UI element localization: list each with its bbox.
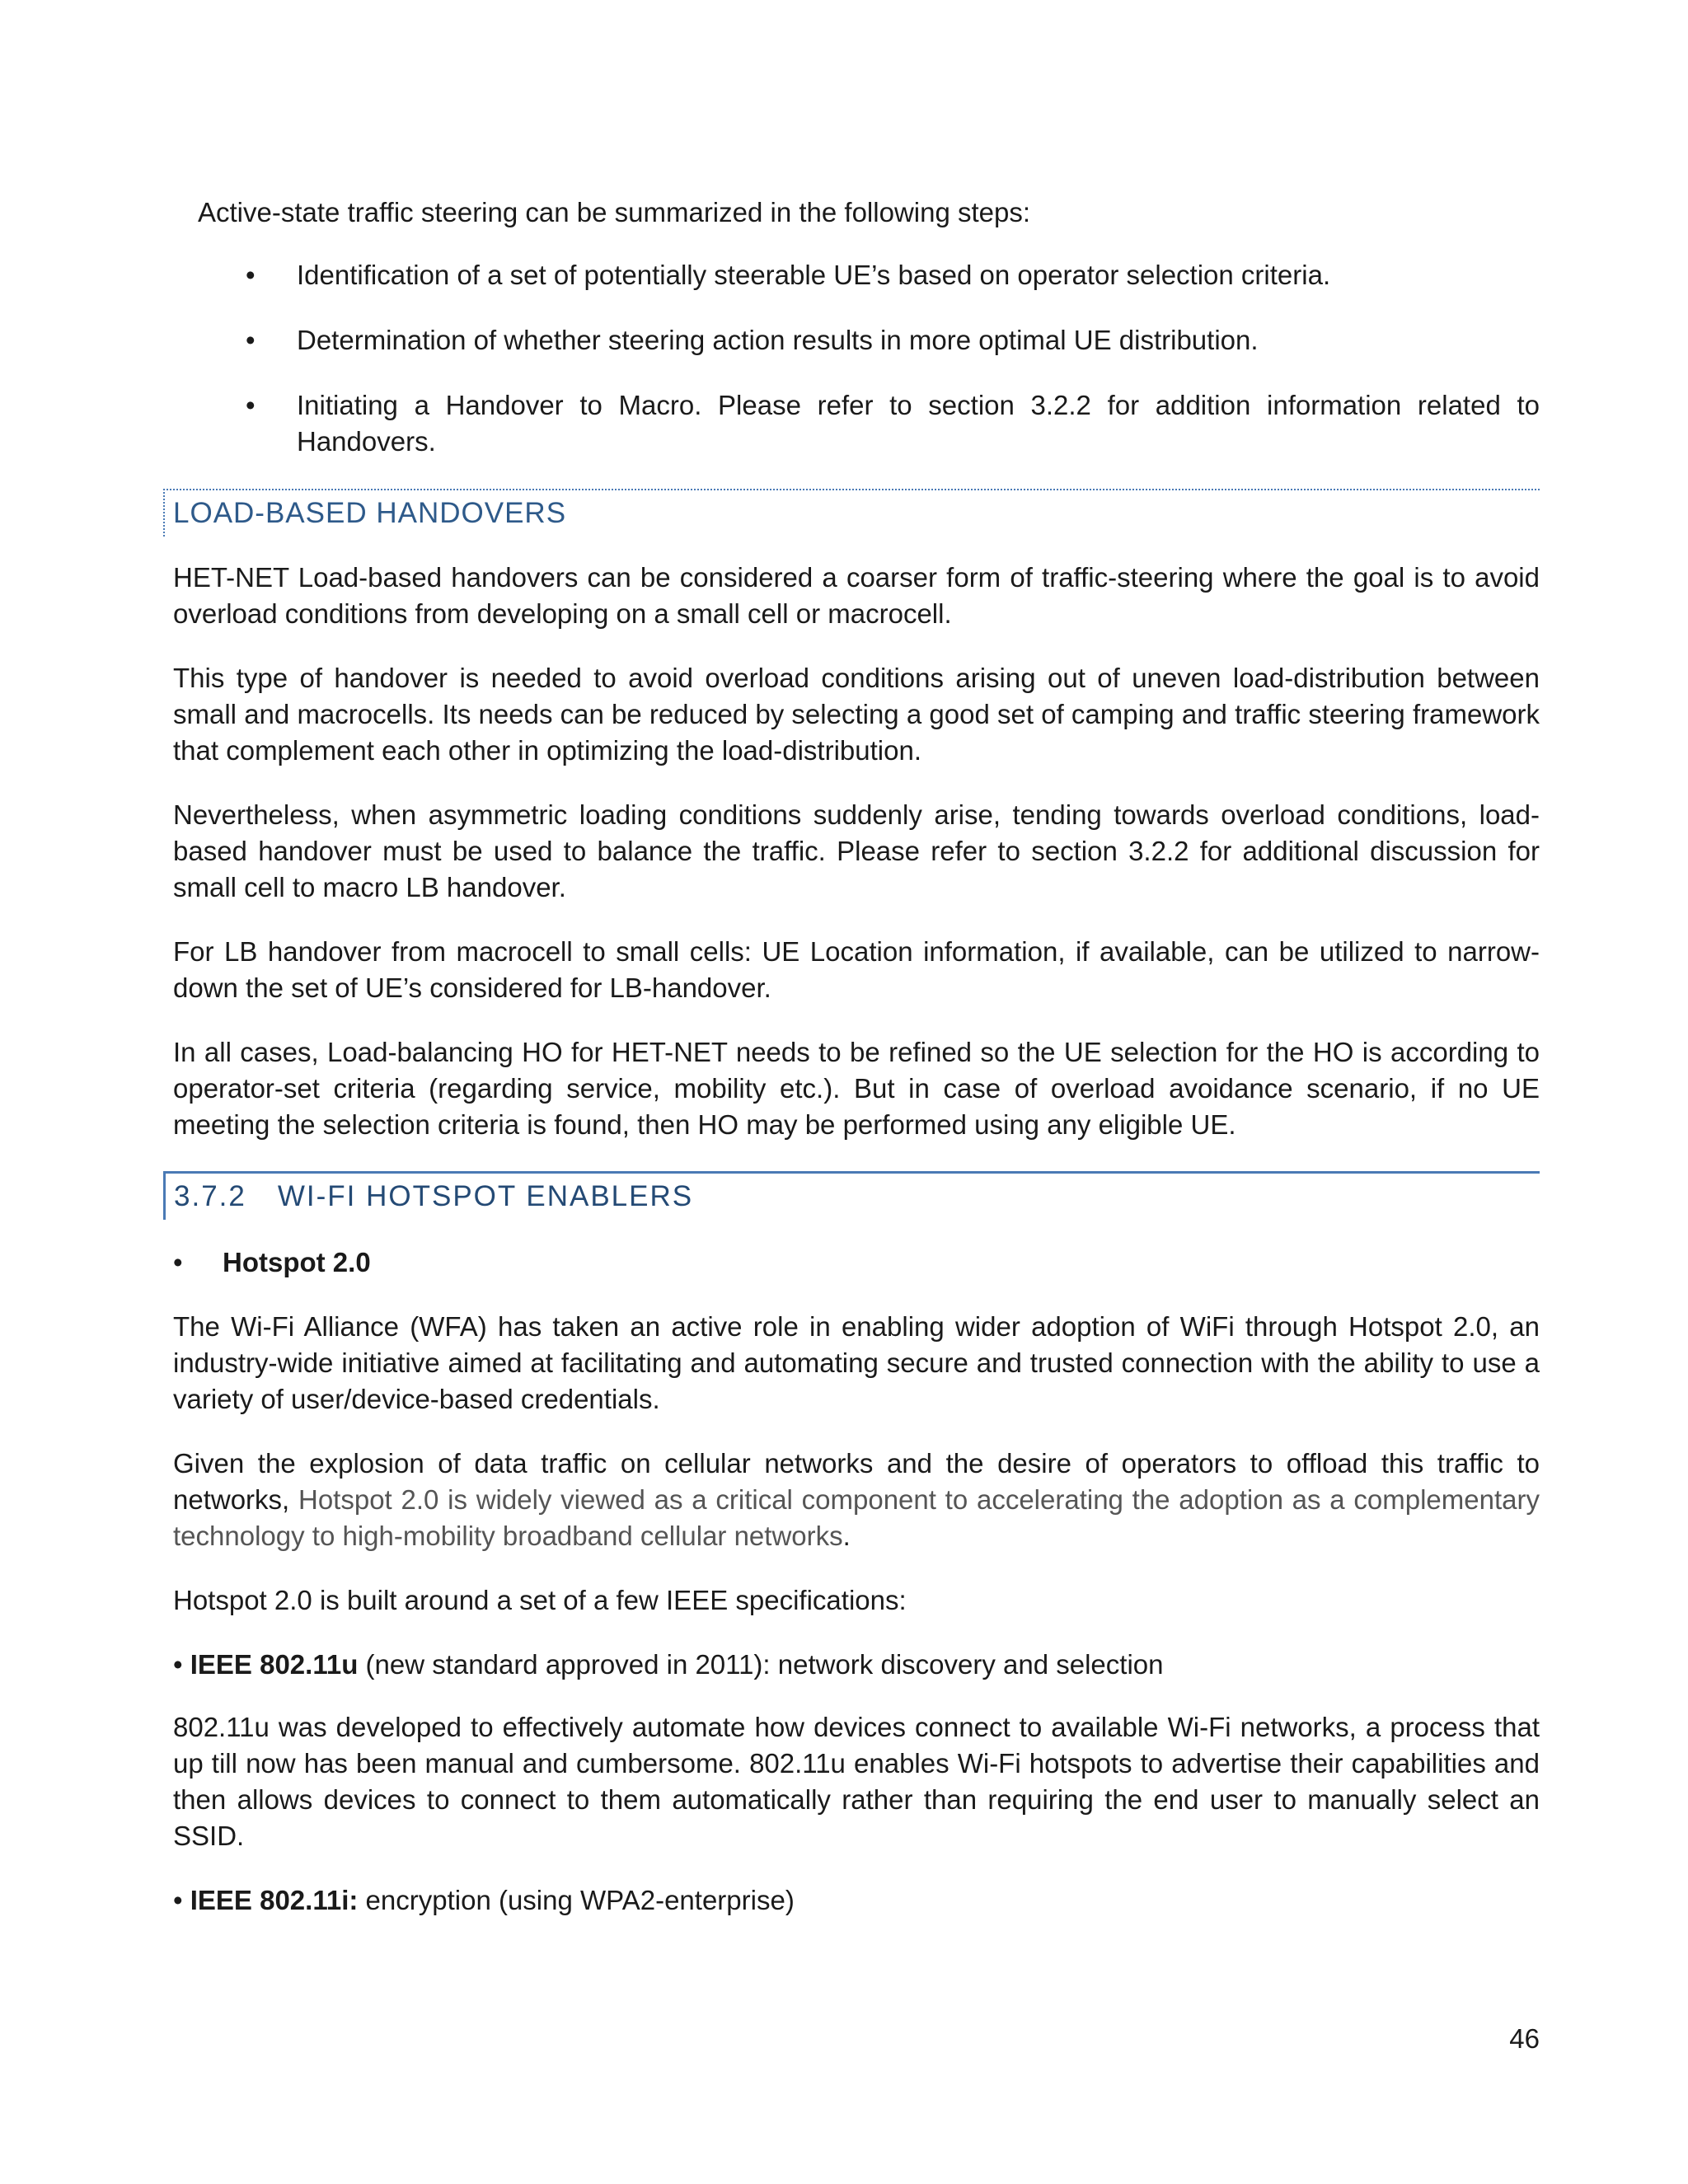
paragraph: In all cases, Load-balancing HO for HET-NET needs to be refined so the UE selection for the HO is according to operator-set criteria (regarding service, mobility etc.). But in case of overload avoidance scenario, if no UE meeting the selection criteria is found, then HO may be performed using any eligible UE. (173, 1037, 1540, 1140)
list-item-text: Initiating a Handover to Macro. Please refer to section 3.2.2 for addition information related to Handovers. (297, 390, 1540, 457)
paragraph: HET-NET Load-based handovers can be considered a coarser form of traffic-steering where the goal is to avoid overload conditions from developing on a small cell or macrocell. (173, 562, 1540, 629)
load-based-handovers-heading: LOAD-BASED HANDOVERS (163, 489, 1540, 537)
spec-description: (new standard approved in 2011): network discovery and selection (358, 1649, 1164, 1680)
paragraph: This type of handover is needed to avoid overload conditions arising out of uneven load-distribution between small and macrocells. Its needs can be reduced by selecting a good set of camping and traffic steering framework that complement each other in optimizing the load-distribution. (173, 663, 1540, 766)
spec-bullet: • (173, 1885, 190, 1915)
page-content (173, 194, 1540, 1945)
hotspot-bullet (173, 1244, 1540, 1281)
list-item (173, 387, 1540, 460)
paragraph: Nevertheless, when asymmetric loading conditions suddenly arise, tending towards overload conditions, load-based handover must be used to balance the traffic. Please refer to section 3.2.2 for additional discussion for small cell to macro LB handover. (173, 799, 1540, 902)
spec-bullet: • (173, 1649, 190, 1680)
spec-name: IEEE 802.11i: (190, 1885, 359, 1915)
built-around-paragraph: Hotspot 2.0 is built around a set of a few IEEE specifications: (173, 1585, 907, 1615)
explosion-text-part1: Given the explosion of data traffic on cellular networks and the desire of operators to offload this traffic to networks, (173, 1448, 1540, 1515)
page-number: 46 (1509, 2023, 1540, 2054)
spec-description: encryption (using WPA2-enterprise) (358, 1885, 795, 1915)
bullet-icon: • (246, 325, 256, 355)
bullet-icon: • (246, 260, 256, 290)
section-title: WI-FI HOTSPOT ENABLERS (277, 1180, 694, 1212)
steering-intro: Active-state traffic steering can be summarized in the following steps: (198, 197, 1031, 227)
hotspot-label: Hotspot 2.0 (223, 1247, 371, 1277)
wfa-paragraph: The Wi-Fi Alliance (WFA) has taken an active role in enabling wider adoption of WiFi through Hotspot 2.0, an industry-wide initiative aimed at facilitating and automating secure and trusted connection with the ability to use a variety of user/device-based credentials. (173, 1311, 1540, 1414)
spec-name: IEEE 802.11u (190, 1649, 359, 1680)
paragraph: For LB handover from macrocell to small cells: UE Location information, if available, can be utilized to narrow-down the set of UE’s considered for LB-handover. (173, 936, 1540, 1003)
list-item-text: Identification of a set of potentially steerable UE’s based on operator selection criteria. (297, 260, 1331, 290)
spec-80211u-line (173, 1647, 1540, 1683)
bullet-icon: • (246, 390, 256, 420)
bullet-icon: • (173, 1247, 183, 1277)
list-item (173, 322, 1540, 359)
spec-80211i-line (173, 1882, 1540, 1919)
spec-80211u-paragraph: 802.11u was developed to effectively automate how devices connect to available Wi-Fi networks, a process that up till now has been manual and cumbersome. 802.11u enables Wi-Fi hotspots to advertise their capabilities and then allows devices to connect to them automatically rather than requiring the end user to manually select an SSID. (173, 1712, 1540, 1851)
section-number: 3.7.2 (174, 1180, 246, 1212)
list-item (173, 257, 1540, 293)
wifi-hotspot-enablers-heading (163, 1171, 1540, 1220)
explosion-text-end: . (842, 1521, 851, 1551)
explosion-paragraph (173, 1446, 1540, 1554)
steering-steps-list (173, 257, 1540, 460)
explosion-text-part2: Hotspot 2.0 is widely viewed as a critical component to accelerating the adoption as a complementary technology to high-mobility broadband cellular networks (173, 1484, 1540, 1551)
list-item-text: Determination of whether steering action results in more optimal UE distribution. (297, 325, 1259, 355)
